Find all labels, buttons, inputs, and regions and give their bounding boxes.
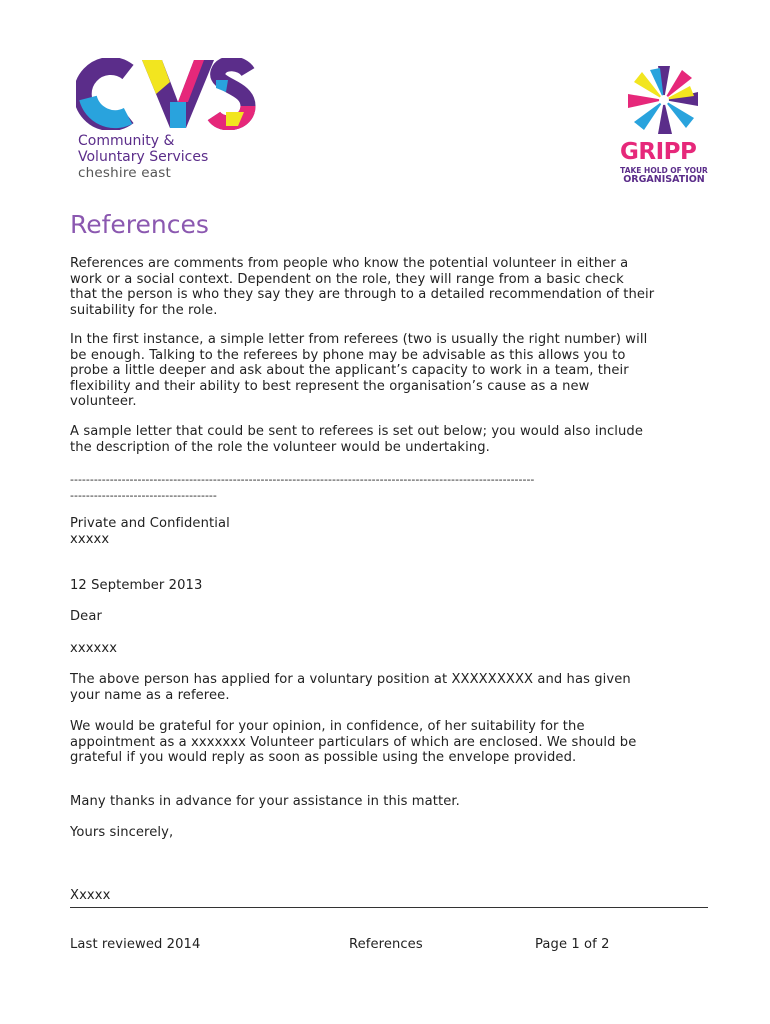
letter-salutation: Dear (70, 609, 102, 624)
gripp-wordmark: GRIPP (620, 139, 697, 165)
footer-divider (70, 907, 708, 908)
text-line: suitability for the role. (70, 302, 218, 318)
text-line: appointment as a xxxxxxx Volunteer particulars of which are enclosed. We should be (70, 734, 637, 750)
intro-paragraph-1 (70, 256, 654, 318)
text-line: probe a little deeper and ask about the applicant’s capacity to work in a team, their (70, 363, 629, 379)
text-line: work or a social context. Dependent on the role, they will range from a basic check (70, 271, 624, 287)
letter-paragraph-1 (70, 672, 631, 703)
letter-signature: Xxxxx (70, 888, 111, 903)
cvs-logo (76, 58, 256, 180)
letter-closing: Yours sincerely, (70, 825, 174, 840)
intro-paragraph-2 (70, 332, 647, 410)
page-title: References (70, 210, 209, 239)
footer-document-name: References (349, 937, 423, 952)
letter-thanks: Many thanks in advance for your assistance in this matter. (70, 794, 460, 809)
text-line: your name as a referee. (70, 687, 230, 703)
text-line: be enough. Talking to the referees by phone may be advisable as this allows you to (70, 347, 626, 363)
separator-line: ------------------------------------- (70, 488, 217, 502)
text-line: We would be grateful for your opinion, in confidence, of her suitability for the (70, 719, 585, 734)
letter-addressee: xxxxx (70, 532, 110, 547)
gripp-tagline-1: TAKE HOLD OF YOUR (620, 166, 708, 175)
cvs-line-2: Voluntary Services (78, 149, 209, 165)
cvs-logo-mark (76, 58, 256, 130)
separator-line: --------------------------------------------------------------------------------------------------------------------- (70, 473, 535, 486)
gripp-star-icon (618, 62, 710, 138)
cvs-line-1: Community & (78, 133, 175, 149)
text-line: A sample letter that could be sent to referees is set out below; you would also include (70, 424, 643, 439)
text-line: that the person is who they say they are through to a detailed recommendation of their (70, 287, 655, 303)
footer-page-number: Page 1 of 2 (535, 937, 610, 952)
letter-name: xxxxxx (70, 641, 118, 656)
letter-private: Private and Confidential (70, 516, 230, 531)
gripp-tagline-2: ORGANISATION (623, 174, 705, 185)
text-line: volunteer. (70, 394, 137, 410)
text-line: References are comments from people who know the potential volunteer in either a (70, 256, 629, 271)
text-line: grateful if you would reply as soon as possible using the envelope provided. (70, 750, 577, 766)
text-line: the description of the role the volunteer would be undertaking. (70, 439, 490, 455)
text-line: The above person has applied for a voluntary position at XXXXXXXXX and has given (70, 672, 631, 687)
text-line: In the first instance, a simple letter from referees (two is usually the right number) will (70, 332, 648, 347)
cvs-line-3: cheshire east (78, 165, 171, 181)
letter-date: 12 September 2013 (70, 578, 203, 593)
text-line: flexibility and their ability to best represent the organisation’s cause as a new (70, 378, 590, 394)
intro-paragraph-3 (70, 424, 643, 455)
gripp-logo (618, 62, 710, 188)
letter-paragraph-2 (70, 719, 636, 766)
dashed-separator (70, 472, 534, 503)
footer-reviewed: Last reviewed 2014 (70, 937, 201, 952)
